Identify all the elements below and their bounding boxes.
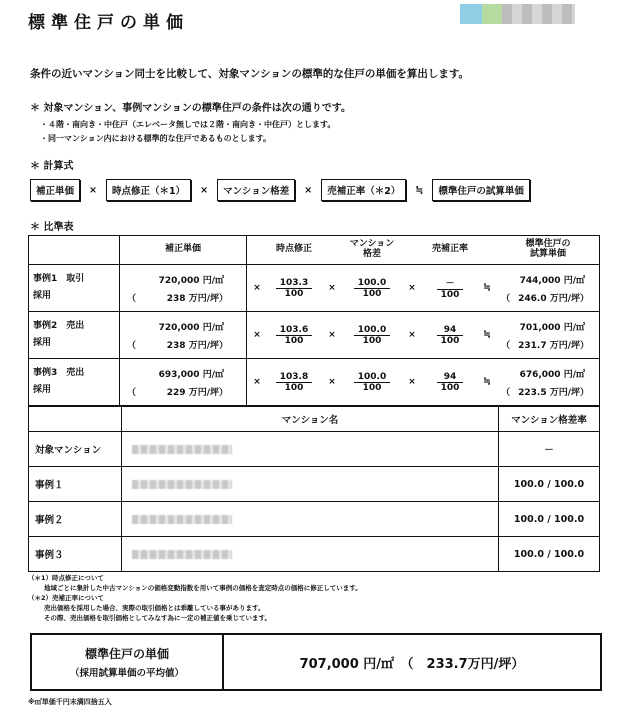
approx-op: ≒ [477,359,497,406]
condition-line: ・同一マンション内における標準的な住戸であるものとします。 [40,134,271,143]
mansion-rate: 100.0 / 100.0 [499,467,600,502]
comparison-row [29,265,600,312]
times-op: × [247,265,268,312]
col-header: 売補正率 [423,236,477,265]
times-op: × [247,312,268,359]
formula-operator: × [304,184,313,196]
time-den: 100 [284,335,304,346]
row-sublabel: 採用 [33,291,52,301]
note-line: （＊1）時点修正について [28,574,104,582]
result-tsubo: 223.5 万円/坪） [518,388,589,398]
times-op: × [401,265,423,312]
times-op: × [321,359,343,406]
diff-den: 100 [362,288,382,299]
paren: （ [126,341,136,351]
approx-op: ≒ [477,265,497,312]
tsubo-price: 229 万円/坪） [166,388,228,398]
col-header: 標準住戸の 試算単価 [497,236,600,265]
page-title: 標準住戸の単価 [28,13,189,33]
col-header: マンション 格差 [343,236,401,265]
result-price: 676,000 円/㎡ [519,370,585,380]
mansion-rate: 100.0 / 100.0 [499,502,600,537]
summary-label: 標準住戸の単価 [84,647,169,661]
result-price: 701,000 円/㎡ [519,323,585,333]
mansion-label: 事例１ [29,467,122,502]
diff-den: 100 [362,382,382,393]
mansion-label: 事例２ [29,502,122,537]
sale-num: 94 [437,372,464,383]
notes [28,573,362,623]
unit-price: 720,000 円/㎡ [158,323,224,333]
col-header: 補正単価 [120,236,247,265]
row-label: 事例3 売出 [33,367,85,378]
sale-num: － [437,276,464,290]
formula-term: 補正単価 [30,179,80,201]
time-num: 103.6 [276,325,312,336]
company-logo [460,4,575,24]
intro-text: 条件の近いマンション同士を比較して、対象マンションの標準的な住戸の単価を算出します。 [30,68,470,80]
paren: （ [126,388,136,398]
col-header: 時点修正 [267,236,321,265]
note-line: 地域ごとに集計した中古マンションの価格変動指数を用いて事例の価格を査定時点の価格に修正しています。 [44,584,362,593]
time-den: 100 [284,382,304,393]
diff-num: 100.0 [354,372,390,383]
note-line: 売出価格を採用した場合、実際の取引価格とは乖離している事があります。 [44,604,265,613]
formula-operator: ≒ [415,184,424,196]
summary-value: 707,000 円/㎡ （ 233.7万円/坪） [299,656,525,672]
result-tsubo: 231.7 万円/坪） [518,341,589,351]
formula-term: 時点修正（＊1） [106,179,191,201]
mansion-row [29,467,600,502]
condition-line: ・４階・南向き・中住戸（エレベータ無しでは２階・南向き・中住戸）とします。 [40,120,336,129]
col-header: マンション名 [122,407,499,432]
diff-den: 100 [362,335,382,346]
times-op: × [321,312,343,359]
row-label: 事例1 取引 [33,273,85,284]
col-header: マンション格差率 [499,407,600,432]
formula-term: マンション格差 [217,179,295,201]
redacted-name [132,480,232,489]
redacted-name [132,445,232,454]
time-num: 103.8 [276,372,312,383]
sale-den: 100 [440,335,460,346]
formula-term: 売補正率（＊2） [321,179,406,201]
mansion-label: 事例３ [29,537,122,572]
approx-op: ≒ [477,312,497,359]
footnote: ※㎡単価千円未満四捨五入 [28,698,112,706]
mansion-rate: 100.0 / 100.0 [499,537,600,572]
diff-num: 100.0 [354,325,390,336]
times-op: × [321,265,343,312]
time-num: 103.3 [276,278,312,289]
summary-box [30,633,602,691]
mansion-row [29,537,600,572]
result-price: 744,000 円/㎡ [519,276,585,286]
times-op: × [247,359,268,406]
paren: （ [501,341,511,351]
mansion-table [28,406,600,572]
note-line: その際、売出価格を取引価格としてみなす為に一定の補正値を乗じています。 [44,614,271,623]
comparison-row [29,312,600,359]
paren: （ [501,294,511,304]
conditions-heading: ＊ 対象マンション、事例マンションの標準住戸の条件は次の通りです。 [30,103,351,114]
redacted-name [132,515,232,524]
paren: （ [501,388,511,398]
paren: （ [126,294,136,304]
mansion-label: 対象マンション [29,432,122,467]
summary-sublabel: （採用試算単価の平均値） [69,668,184,679]
sale-den: 100 [440,290,460,300]
times-op: × [401,312,423,359]
formula-term: 標準住戸の試算単価 [432,179,530,201]
formula-operator: × [89,184,97,196]
comparison-row [29,359,600,406]
diff-num: 100.0 [354,278,390,289]
row-label: 事例2 売出 [33,320,85,331]
comparison-header-row [29,236,600,265]
mansion-header-row [29,407,600,432]
unit-price: 720,000 円/㎡ [158,276,224,286]
formula-row [30,178,530,202]
tsubo-price: 238 万円/坪） [166,341,228,351]
formula-operator: × [200,184,209,196]
times-op: × [401,359,423,406]
comparison-heading: ＊ 比準表 [30,222,74,233]
note-line: （＊2）売補正率について [28,594,104,603]
tsubo-price: 238 万円/坪） [166,294,228,304]
sale-den: 100 [440,382,460,393]
result-tsubo: 246.0 万円/坪） [518,294,589,304]
mansion-row [29,432,600,467]
formula-heading: ＊ 計算式 [30,161,74,172]
time-den: 100 [284,288,304,299]
sale-num: 94 [437,325,464,336]
mansion-rate: － [499,432,600,467]
mansion-row [29,502,600,537]
unit-price: 693,000 円/㎡ [158,370,224,380]
row-sublabel: 採用 [33,338,52,348]
row-sublabel: 採用 [33,385,52,395]
comparison-table [28,235,600,406]
redacted-name [132,550,232,559]
